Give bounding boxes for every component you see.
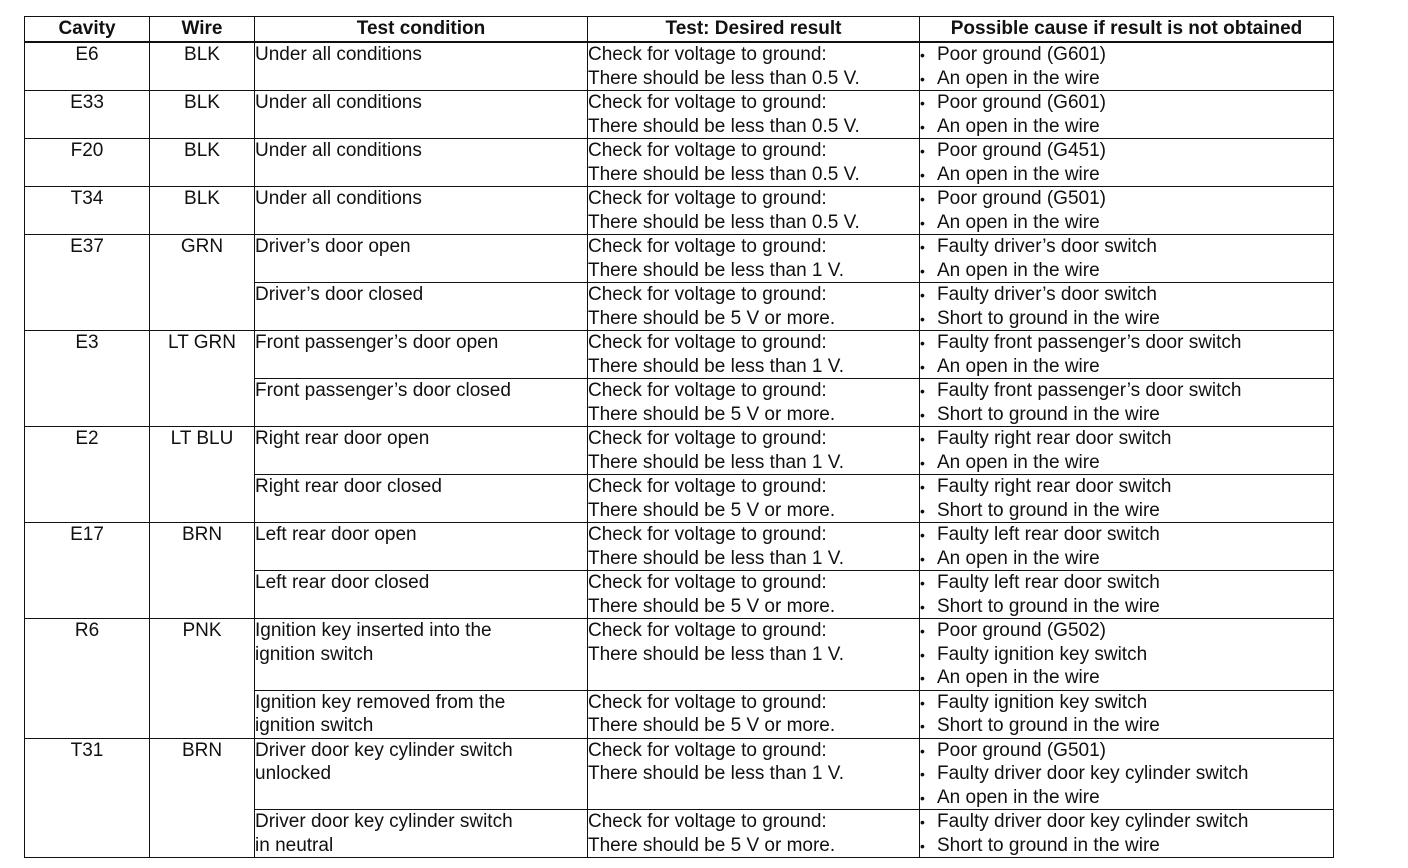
cavity-cell	[25, 619, 150, 739]
possible-cause-item: • An open in the wire	[920, 67, 1333, 91]
possible-cause-item: • An open in the wire	[920, 163, 1333, 187]
table-row	[25, 331, 1334, 379]
test-condition-cell	[255, 571, 588, 619]
cavity-id: E3	[75, 332, 99, 353]
test-condition-cell	[255, 331, 588, 379]
possible-cause-cell	[920, 427, 1334, 475]
desired-result-cell	[588, 139, 920, 187]
table-row	[25, 42, 1334, 91]
header-row	[25, 17, 1334, 43]
possible-cause-item: • Faulty driver door key cylinder switch	[920, 762, 1333, 786]
possible-cause-cell	[920, 475, 1334, 523]
header-wire: Wire	[150, 17, 255, 43]
test-condition-line: Front passenger’s door open	[255, 332, 499, 353]
test-condition-line: Right rear door open	[255, 428, 430, 449]
possible-cause-cell	[920, 690, 1334, 738]
possible-cause-item: • An open in the wire	[920, 259, 1333, 283]
table-row	[25, 619, 1334, 691]
desired-result-line: There should be less than 1 V.	[588, 643, 844, 665]
test-condition-cell	[255, 619, 588, 691]
desired-result-line: Check for voltage to ground:	[588, 476, 827, 497]
possible-cause-item: • Poor ground (G601)	[920, 43, 1333, 67]
test-condition-line: Left rear door closed	[255, 572, 430, 593]
desired-result-line: There should be less than 0.5 V.	[588, 67, 860, 89]
test-condition-line: Driver door key cylinder switch	[255, 811, 513, 832]
wire-cell	[150, 235, 255, 331]
wire-cell	[150, 331, 255, 427]
desired-result-line: There should be less than 0.5 V.	[588, 115, 860, 137]
cavity-id: F20	[70, 140, 104, 161]
desired-result-line: Check for voltage to ground:	[588, 428, 827, 449]
wire-cell	[150, 738, 255, 858]
wire-test-table	[24, 16, 1334, 858]
possible-cause-item: • Poor ground (G502)	[920, 619, 1333, 643]
test-condition-line: Driver’s door closed	[255, 284, 424, 305]
possible-cause-item: • Faulty right rear door switch	[920, 427, 1333, 451]
wire-cell	[150, 139, 255, 187]
possible-cause-cell	[920, 283, 1334, 331]
possible-cause-item: • Poor ground (G601)	[920, 91, 1333, 115]
cavity-id: E33	[70, 92, 104, 113]
desired-result-line: Check for voltage to ground:	[588, 739, 827, 761]
wire-cell	[150, 427, 255, 523]
cavity-id: T31	[70, 739, 104, 761]
cavity-cell	[25, 523, 150, 619]
wire-cell	[150, 42, 255, 91]
desired-result-line: There should be 5 V or more.	[588, 715, 836, 736]
test-condition-cell	[255, 283, 588, 331]
possible-cause-item: • Poor ground (G451)	[920, 139, 1333, 163]
test-condition-line: Ignition key inserted into the	[255, 620, 492, 641]
possible-cause-item: • Faulty right rear door switch	[920, 475, 1333, 499]
desired-result-line: There should be less than 1 V.	[588, 259, 844, 281]
desired-result-cell	[588, 42, 920, 91]
desired-result-line: There should be 5 V or more.	[588, 307, 836, 329]
test-condition-line: Under all conditions	[255, 140, 422, 161]
possible-cause-item: • Faulty driver’s door switch	[920, 235, 1333, 259]
possible-cause-item: • An open in the wire	[920, 211, 1333, 235]
possible-cause-item: • Faulty driver door key cylinder switch	[920, 810, 1333, 834]
test-condition-line: in neutral	[255, 834, 334, 856]
cavity-id: E2	[75, 428, 99, 449]
cavity-cell	[25, 42, 150, 91]
desired-result-cell	[588, 187, 920, 235]
desired-result-line: There should be 5 V or more.	[588, 595, 836, 617]
possible-cause-item: • Short to ground in the wire	[920, 307, 1333, 331]
test-condition-cell	[255, 427, 588, 475]
desired-result-cell	[588, 810, 920, 858]
cavity-id: E37	[70, 236, 104, 257]
desired-result-cell	[588, 738, 920, 810]
possible-cause-item: • Faulty ignition key switch	[920, 643, 1333, 667]
header-desired-result: Test: Desired result	[588, 17, 920, 43]
possible-cause-item: • An open in the wire	[920, 115, 1333, 139]
cavity-cell	[25, 738, 150, 858]
possible-cause-item: • Short to ground in the wire	[920, 714, 1333, 738]
desired-result-line: Check for voltage to ground:	[588, 92, 827, 113]
desired-result-line: There should be 5 V or more.	[588, 403, 836, 425]
test-condition-line: Under all conditions	[255, 188, 422, 209]
possible-cause-item: • Short to ground in the wire	[920, 499, 1333, 523]
table-row	[25, 427, 1334, 475]
table-row	[25, 91, 1334, 139]
test-condition-cell	[255, 738, 588, 810]
desired-result-line: There should be less than 0.5 V.	[588, 163, 860, 185]
desired-result-line: Check for voltage to ground:	[588, 284, 827, 305]
wire-color: BLK	[184, 92, 220, 113]
cavity-cell	[25, 91, 150, 139]
desired-result-line: Check for voltage to ground:	[588, 332, 827, 353]
cavity-id: T34	[70, 188, 104, 209]
desired-result-line: There should be less than 1 V.	[588, 355, 844, 377]
desired-result-line: Check for voltage to ground:	[588, 620, 827, 641]
wire-cell	[150, 619, 255, 739]
cavity-cell	[25, 331, 150, 427]
possible-cause-cell	[920, 187, 1334, 235]
possible-cause-item: • An open in the wire	[920, 355, 1333, 379]
test-condition-cell	[255, 42, 588, 91]
desired-result-line: There should be 5 V or more.	[588, 499, 836, 521]
wire-color: BLK	[184, 188, 220, 209]
desired-result-cell	[588, 690, 920, 738]
desired-result-line: Check for voltage to ground:	[588, 572, 827, 593]
test-condition-line: Under all conditions	[255, 44, 422, 65]
possible-cause-item: • Faulty ignition key switch	[920, 691, 1333, 715]
table-body	[25, 42, 1334, 858]
possible-cause-cell	[920, 139, 1334, 187]
test-condition-line: unlocked	[255, 763, 332, 784]
desired-result-cell	[588, 331, 920, 379]
test-condition-cell	[255, 379, 588, 427]
possible-cause-item: • Faulty front passenger’s door switch	[920, 379, 1333, 403]
cavity-cell	[25, 427, 150, 523]
desired-result-line: Check for voltage to ground:	[588, 811, 827, 832]
test-condition-cell	[255, 139, 588, 187]
desired-result-cell	[588, 427, 920, 475]
cavity-id: E6	[75, 44, 99, 65]
possible-cause-item: • Faulty left rear door switch	[920, 523, 1333, 547]
wire-cell	[150, 187, 255, 235]
desired-result-cell	[588, 571, 920, 619]
desired-result-cell	[588, 475, 920, 523]
desired-result-line: There should be less than 1 V.	[588, 547, 844, 569]
cavity-cell	[25, 139, 150, 187]
desired-result-line: Check for voltage to ground:	[588, 236, 827, 257]
wire-color: LT GRN	[168, 332, 236, 353]
test-condition-cell	[255, 235, 588, 283]
test-condition-cell	[255, 523, 588, 571]
test-condition-line: Driver’s door open	[255, 236, 411, 257]
table-row	[25, 187, 1334, 235]
test-condition-cell	[255, 91, 588, 139]
test-condition-line: Front passenger’s door closed	[255, 380, 511, 401]
test-condition-line: ignition switch	[255, 715, 374, 736]
cavity-id: E17	[70, 524, 104, 545]
possible-cause-item: • Poor ground (G501)	[920, 187, 1333, 211]
possible-cause-item: • Short to ground in the wire	[920, 834, 1333, 858]
cavity-id: R6	[74, 620, 100, 641]
cavity-cell	[25, 235, 150, 331]
possible-cause-item: • Short to ground in the wire	[920, 403, 1333, 427]
desired-result-line: Check for voltage to ground:	[588, 140, 827, 161]
desired-result-line: There should be 5 V or more.	[588, 834, 836, 856]
desired-result-line: Check for voltage to ground:	[588, 44, 827, 65]
possible-cause-item: • An open in the wire	[920, 786, 1333, 810]
wire-color: LT BLU	[170, 428, 234, 449]
possible-cause-item: • Faulty left rear door switch	[920, 571, 1333, 595]
test-condition-cell	[255, 810, 588, 858]
possible-cause-item: • Short to ground in the wire	[920, 595, 1333, 619]
possible-cause-cell	[920, 235, 1334, 283]
possible-cause-cell	[920, 42, 1334, 91]
wire-color: BRN	[181, 739, 223, 761]
possible-cause-item: • An open in the wire	[920, 547, 1333, 571]
desired-result-cell	[588, 379, 920, 427]
desired-result-cell	[588, 523, 920, 571]
desired-result-line: There should be less than 1 V.	[588, 451, 844, 473]
possible-cause-cell	[920, 738, 1334, 810]
wire-color: BRN	[181, 524, 223, 545]
desired-result-line: Check for voltage to ground:	[588, 380, 827, 401]
test-condition-line: Under all conditions	[255, 92, 422, 113]
possible-cause-cell	[920, 810, 1334, 858]
wire-color: BLK	[184, 44, 220, 65]
possible-cause-item: • Faulty driver’s door switch	[920, 283, 1333, 307]
possible-cause-cell	[920, 619, 1334, 691]
wire-color: PNK	[182, 620, 222, 641]
desired-result-line: There should be less than 1 V.	[588, 763, 844, 784]
test-condition-cell	[255, 690, 588, 738]
header-test-condition: Test condition	[255, 17, 588, 43]
desired-result-line: There should be less than 0.5 V.	[588, 211, 860, 233]
wire-cell	[150, 523, 255, 619]
test-condition-line: Right rear door closed	[255, 476, 442, 497]
header-possible-cause: Possible cause if result is not obtained	[920, 17, 1334, 43]
desired-result-cell	[588, 91, 920, 139]
possible-cause-item: • Poor ground (G501)	[920, 739, 1333, 763]
test-condition-line: Ignition key removed from the	[255, 691, 506, 713]
desired-result-line: Check for voltage to ground:	[588, 188, 827, 209]
test-condition-cell	[255, 475, 588, 523]
desired-result-line: Check for voltage to ground:	[588, 524, 827, 545]
possible-cause-cell	[920, 571, 1334, 619]
test-condition-line: ignition switch	[255, 643, 374, 665]
possible-cause-item: • An open in the wire	[920, 666, 1333, 690]
test-condition-line: Driver door key cylinder switch	[255, 739, 513, 761]
possible-cause-item: • Faulty front passenger’s door switch	[920, 331, 1333, 355]
table-row	[25, 738, 1334, 810]
wire-color: BLK	[184, 140, 220, 161]
cavity-cell	[25, 187, 150, 235]
possible-cause-cell	[920, 331, 1334, 379]
desired-result-line: Check for voltage to ground:	[588, 691, 827, 713]
header-cavity: Cavity	[25, 17, 150, 43]
possible-cause-cell	[920, 523, 1334, 571]
wire-color: GRN	[180, 236, 224, 257]
table-row	[25, 235, 1334, 283]
test-condition-cell	[255, 187, 588, 235]
test-condition-line: Left rear door open	[255, 524, 417, 545]
possible-cause-item: • An open in the wire	[920, 451, 1333, 475]
desired-result-cell	[588, 619, 920, 691]
table-row	[25, 523, 1334, 571]
possible-cause-cell	[920, 379, 1334, 427]
desired-result-cell	[588, 235, 920, 283]
possible-cause-cell	[920, 91, 1334, 139]
wire-cell	[150, 91, 255, 139]
table-row	[25, 139, 1334, 187]
desired-result-cell	[588, 283, 920, 331]
